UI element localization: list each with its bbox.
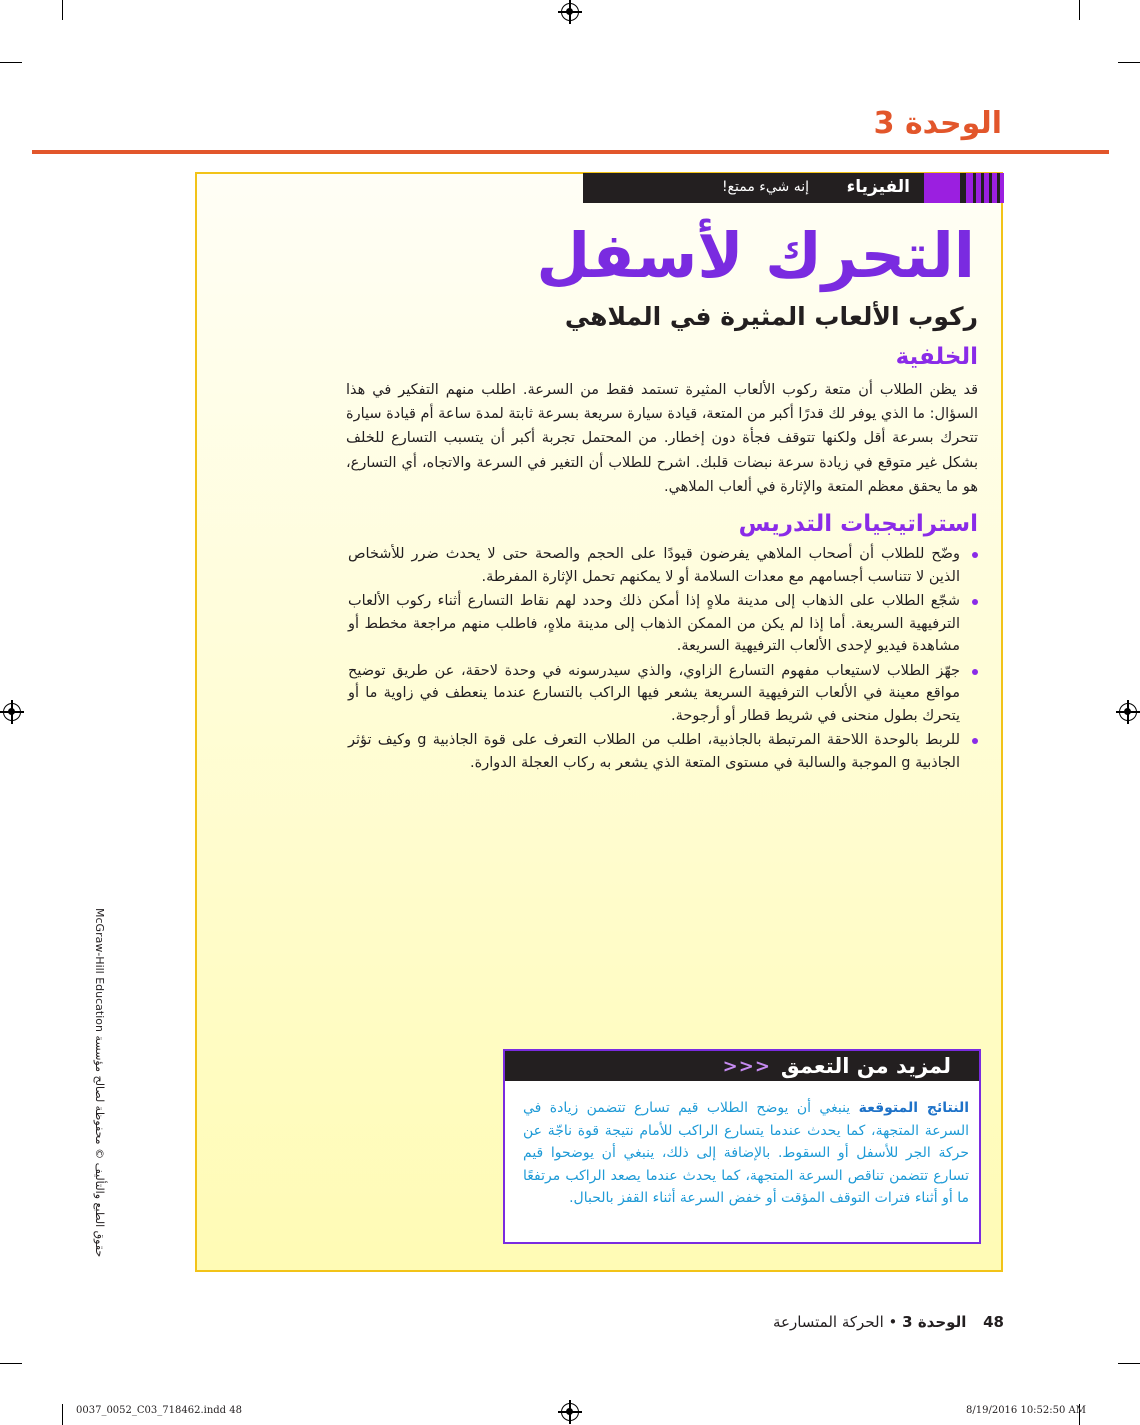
footer-chapter: الحركة المتسارعة	[772, 1313, 884, 1331]
list-item: للربط بالوحدة اللاحقة المرتبطة بالجاذبية، اطلب من الطلاب التعرف على قوة الجاذبية g وكيف تؤثر الجاذبية g الموجبة والسالبة في مستوى المتعة الذي يشعر به ركاب العجلة الدوارة.	[348, 729, 978, 774]
list-item: وضّح للطلاب أن أصحاب الملاهي يفرضون قيودًا على الحجم والصحة حتى لا يحدث ضرر للأشخاص الذين لا تتناسب أجسامهم مع معدات السلامة أو لا يمكنهم تحمل الإثارة المفرطة.	[348, 543, 978, 588]
more-depth-lead: النتائج المتوقعة	[858, 1100, 969, 1116]
more-depth-header	[505, 1051, 979, 1081]
crop-mark-top-right-h	[1118, 62, 1140, 63]
bullet-icon	[972, 738, 978, 744]
crop-mark-bottom-right-h	[1118, 1363, 1140, 1364]
chevrons-left-icon: <<<	[722, 1055, 771, 1077]
list-item: شجّع الطلاب على الذهاب إلى مدينة ملاهٍ إذا أمكن ذلك وحدد لهم نقاط التسارع أثناء ركوب الألعاب الترفيهية السريعة. أما إذا لم يكن من الممكن الذهاب إلى مدينة ملاهٍ، فاطلب منهم مراجعة مخطط أو مشاهدة فيديو لإحدى الألعاب الترفيهية السريعة.	[348, 590, 978, 658]
more-depth-body: ينبغي أن يوضح الطلاب قيم تسارع تتضمن زيادة في السرعة المتجهة، كما يحدث عندما يتسارع الراكب للأمام نتيجة قوة ناجّة عن حركة الجر للأسفل أو السقوط. بالإضافة إلى ذلك، ينبغي أن يوضحوا قيم تسارع تتضمن تناقص السرعة المتجهة، كما يحدث عندما يصعد الراكب مرتفعًا ما أو أثناء فترات التوقف المؤقت أو خفض السرعة أثناء القفز بالحبال.	[523, 1100, 969, 1206]
more-depth-heading: لمزيد من التعمق	[780, 1054, 951, 1078]
crop-mark-bottom-left	[62, 1404, 63, 1425]
crop-mark-bottom-left-h	[0, 1363, 22, 1364]
more-depth-box	[503, 1049, 981, 1244]
slug-timestamp: 8/19/2016 10:52:50 AM	[966, 1405, 1087, 1416]
registration-mark-bottom-icon	[561, 1403, 579, 1421]
background-paragraph: قد يظن الطلاب أن متعة ركوب الألعاب المثيرة تستمد فقط من السرعة. اطلب منهم التفكير في هذا السؤال: ما الذي يوفر لك قدرًا أكبر من المتعة، قيادة سيارة سريعة بسرعة ثابتة لمدة ساعة أم قيادة سيارة تتحرك بسرعة أقل ولكنها تتوقف فجأة دون إخطار. من المحتمل تجربة أكبر أن يتسبب التسارع للخلف بشكل غير متوقع في زيادة سرعة نبضات قلبك. اشرح للطلاب أن التغير في السرعة والاتجاه، أي التسارع، هو ما يحقق معظم المتعة والإثارة في ألعاب الملاهي.	[346, 382, 978, 495]
slug-file: 0037_0052_C03_718462.indd 48	[76, 1405, 242, 1416]
strategies-heading: استراتيجيات التدريس	[738, 511, 978, 537]
background-heading: الخلفية	[895, 344, 978, 370]
crop-mark-top-left	[62, 0, 63, 20]
subject-label: الفيزياء	[846, 177, 910, 197]
page-number: 48	[983, 1313, 1004, 1331]
subject-bar	[583, 173, 1004, 203]
crop-mark-top-right	[1079, 0, 1080, 20]
bullet-icon	[972, 599, 978, 605]
crop-mark-top-left-h	[0, 62, 22, 63]
more-depth-text	[523, 1097, 969, 1210]
footer-unit: الوحدة 3	[902, 1313, 967, 1331]
footer-separator: •	[888, 1313, 898, 1331]
unit-title: الوحدة 3	[873, 106, 1002, 141]
subject-bar-stripes-icon	[924, 173, 1004, 203]
registration-mark-right-icon	[1119, 703, 1137, 721]
unit-title-rule	[32, 150, 1109, 154]
page-footer	[773, 1313, 1004, 1331]
bullet-icon	[972, 669, 978, 675]
article-subtitle: ركوب الألعاب المثيرة في الملاهي	[564, 302, 978, 331]
copyright-credit: حقوق الطبع والتأليف © محفوظة لصالح مؤسسة McGraw-Hill Education	[93, 908, 106, 1258]
article-title: التحرك لأسفل	[536, 219, 975, 292]
subject-tagline: إنه شيء ممتع!	[721, 179, 809, 195]
registration-mark-top-icon	[561, 3, 579, 21]
bullet-icon	[972, 552, 978, 558]
strategies-list	[348, 543, 978, 776]
registration-mark-left-icon	[3, 703, 21, 721]
list-item: جهّز الطلاب لاستيعاب مفهوم التسارع الزاوي، والذي سيدرسونه في وحدة لاحقة، عن طريق توضيح مواقع معينة في الألعاب الترفيهية السريعة يشعر فيها الراكب بالتسارع عندما ينعطف في زاوية ما أو يتحرك بطول منحنى في شريط قطار أو أرجوحة.	[348, 660, 978, 728]
